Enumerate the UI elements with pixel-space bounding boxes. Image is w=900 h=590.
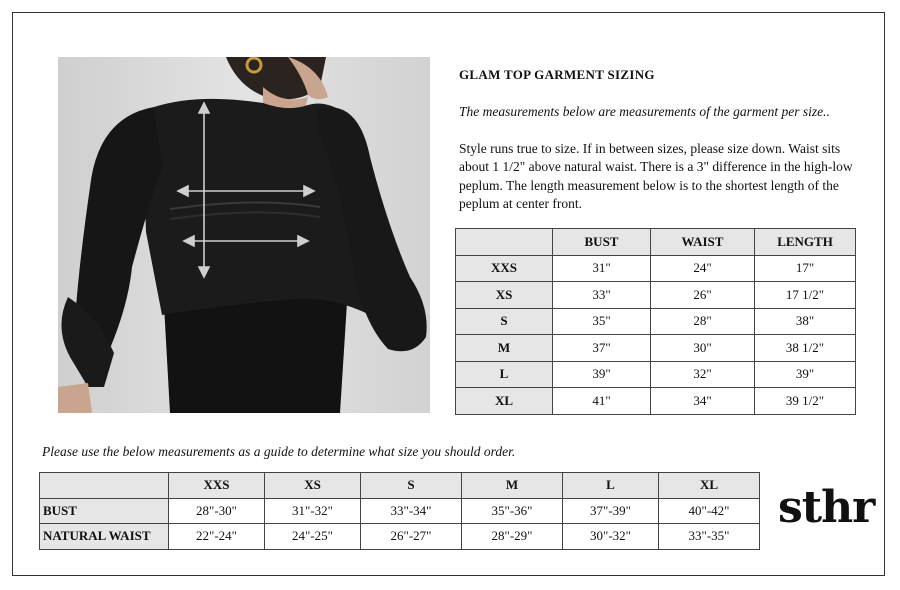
value-cell: 33" bbox=[553, 282, 651, 309]
page-title: GLAM TOP GARMENT SIZING bbox=[459, 67, 655, 82]
header-cell: XXS bbox=[169, 473, 265, 499]
value-cell: 37" bbox=[553, 335, 651, 362]
size-cell: S bbox=[456, 308, 553, 335]
size-cell: XXS bbox=[456, 255, 553, 282]
value-cell: 30"-32" bbox=[563, 524, 659, 550]
value-cell: 38 1/2" bbox=[755, 335, 856, 362]
value-cell: 22"-24" bbox=[169, 524, 265, 550]
value-cell: 28"-30" bbox=[169, 498, 265, 524]
header-cell: XL bbox=[659, 473, 760, 499]
value-cell: 38" bbox=[755, 308, 856, 335]
body-measurement-table bbox=[39, 472, 760, 550]
size-cell: XL bbox=[456, 388, 553, 415]
table-row bbox=[456, 335, 856, 362]
table-header-row bbox=[456, 229, 856, 256]
value-cell: 33"-35" bbox=[659, 524, 760, 550]
value-cell: 40"-42" bbox=[659, 498, 760, 524]
value-cell: 33"-34" bbox=[361, 498, 462, 524]
guide-note: Please use the below measurements as a guide to determine what size you should order. bbox=[42, 444, 516, 459]
garment-size-table bbox=[455, 228, 856, 415]
value-cell: 31" bbox=[553, 255, 651, 282]
value-cell: 37"-39" bbox=[563, 498, 659, 524]
value-cell: 39 1/2" bbox=[755, 388, 856, 415]
header-cell bbox=[40, 473, 169, 499]
size-cell: L bbox=[456, 361, 553, 388]
value-cell: 32" bbox=[651, 361, 755, 388]
value-cell: 35"-36" bbox=[462, 498, 563, 524]
table-row bbox=[456, 388, 856, 415]
header-cell bbox=[456, 229, 553, 256]
value-cell: 39" bbox=[553, 361, 651, 388]
size-cell: M bbox=[456, 335, 553, 362]
value-cell: 30" bbox=[651, 335, 755, 362]
value-cell: 39" bbox=[755, 361, 856, 388]
value-cell: 34" bbox=[651, 388, 755, 415]
table-header-row bbox=[40, 473, 760, 499]
value-cell: 28" bbox=[651, 308, 755, 335]
value-cell: 26" bbox=[651, 282, 755, 309]
value-cell: 41" bbox=[553, 388, 651, 415]
header-cell: S bbox=[361, 473, 462, 499]
header-cell: L bbox=[563, 473, 659, 499]
header-cell: BUST bbox=[553, 229, 651, 256]
table-row bbox=[456, 255, 856, 282]
value-cell: 24"-25" bbox=[265, 524, 361, 550]
header-cell: LENGTH bbox=[755, 229, 856, 256]
value-cell: 28"-29" bbox=[462, 524, 563, 550]
table-row bbox=[456, 308, 856, 335]
size-cell: XS bbox=[456, 282, 553, 309]
value-cell: 24" bbox=[651, 255, 755, 282]
intro-text: The measurements below are measurements of the garment per size.. bbox=[459, 104, 830, 119]
table-row bbox=[40, 524, 760, 550]
value-cell: 17" bbox=[755, 255, 856, 282]
product-photo bbox=[58, 57, 430, 413]
table-row bbox=[456, 361, 856, 388]
value-cell: 35" bbox=[553, 308, 651, 335]
value-cell: 17 1/2" bbox=[755, 282, 856, 309]
row-label-cell: NATURAL WAIST bbox=[40, 524, 169, 550]
description-text: Style runs true to size. If in between sizes, please size down. Waist sits about 1 1/2" above natural waist. There is a 3" difference in the high-low peplum. The length measurement below is to the shortest length of the peplum at center front. bbox=[459, 141, 853, 211]
header-cell: WAIST bbox=[651, 229, 755, 256]
value-cell: 31"-32" bbox=[265, 498, 361, 524]
value-cell: 26"-27" bbox=[361, 524, 462, 550]
brand-logo: sthr bbox=[778, 482, 875, 533]
header-cell: XS bbox=[265, 473, 361, 499]
header-cell: M bbox=[462, 473, 563, 499]
table-row bbox=[456, 282, 856, 309]
row-label-cell: BUST bbox=[40, 498, 169, 524]
table-row bbox=[40, 498, 760, 524]
